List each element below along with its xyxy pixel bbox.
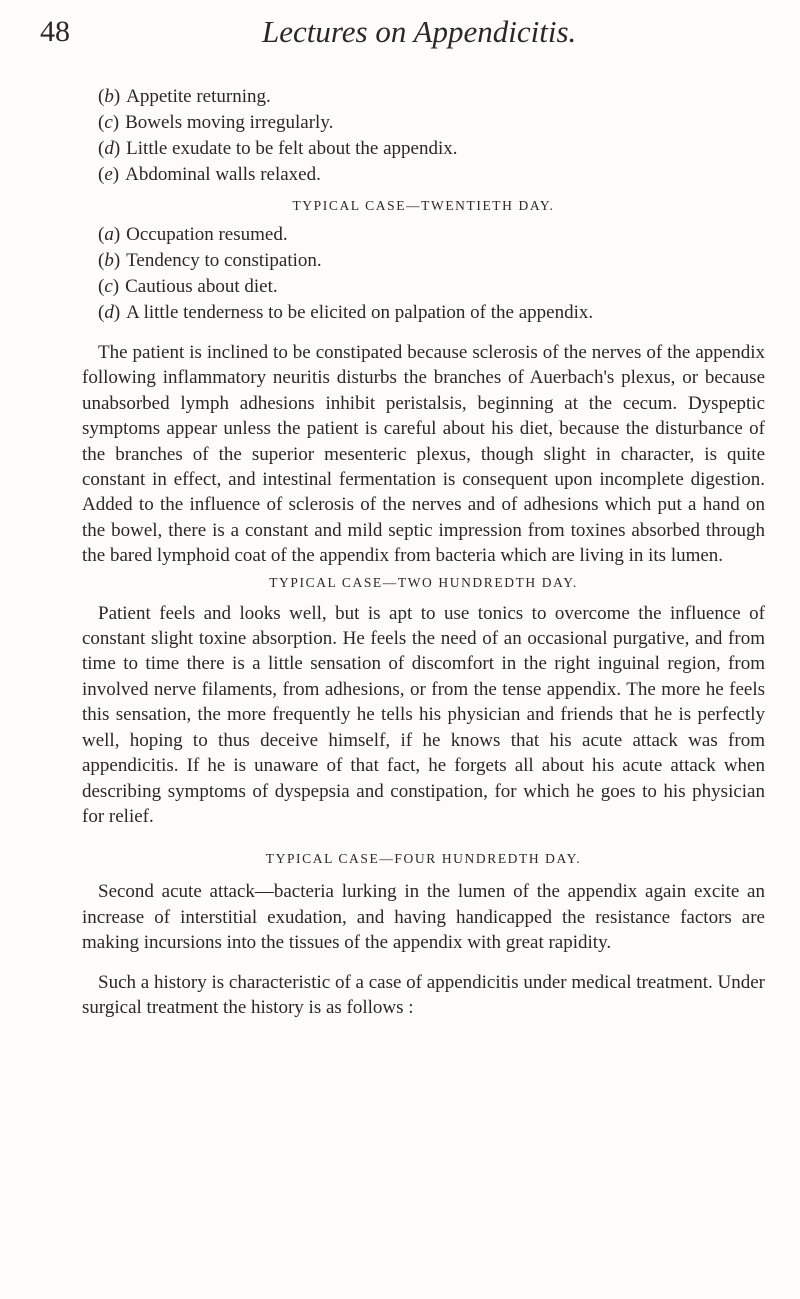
section-heading-twentieth-day: TYPICAL CASE—TWENTIETH DAY.	[292, 198, 555, 213]
page-body	[82, 84, 765, 1020]
paragraph-two-hundredth-day: Patient feels and looks well, but is apt to use tonics to overcome the influence of constant slight toxine absorption. He feels the need of an occasional purgative, and from time to time there is a little sensation of discomfort in the right inguinal region, from involved nerve filaments, from adhesions, or from the tense appendix. The more he feels this sensation, the more frequently he tells his physician and friends that he is perfectly well, hoping to thus deceive himself, if he knows that his acute attack was from appendicitis. If he is unaware of that fact, he forgets all about his acute attack when describing symptoms of dyspepsia and constipation, for which he goes to his physician for relief.	[82, 602, 765, 827]
list-twentieth-day	[82, 222, 765, 326]
list-item: (d) A little tenderness to be elicited on palpation of the appendix.	[98, 302, 594, 323]
running-head	[40, 12, 760, 52]
paragraph-four-hundredth-day: Second acute attack—bacteria lurking in the lumen of the appendix again excite an increase of interstitial exudation, and having handicapped the resistance factors are making incursions into the tissues of the appendix with great rapidity.	[82, 881, 765, 954]
page-number: 48	[40, 15, 70, 48]
section-heading-four-hundredth-day: TYPICAL CASE—FOUR HUNDREDTH DAY.	[265, 851, 582, 867]
paragraph-history: Such a history is characteristic of a case of appendicitis under medical treatment. Under surgical treatment the history is as follows :	[82, 971, 765, 1018]
section-heading-two-hundredth-day: TYPICAL CASE—TWO HUNDREDTH DAY.	[269, 574, 578, 590]
list-item: (c) Bowels moving irregularly.	[98, 112, 334, 133]
list-day-progress	[82, 84, 765, 188]
list-item: (b) Appetite returning.	[98, 86, 271, 107]
list-item: (e) Abdominal walls relaxed.	[98, 164, 321, 185]
list-item: (b) Tendency to constipation.	[98, 250, 322, 271]
list-item: (c) Cautious about diet.	[98, 276, 278, 297]
paragraph-constipation: The patient is inclined to be constipated because sclerosis of the nerves of the appendix following inflammatory neuritis disturbs the branches of Auerbach's plexus, or because unabsorbed lymph adhesions inhibit peristalsis, beginning at the cecum. Dyspeptic symptoms appear unless the patient is careful about his diet, because the disturbance of the branches of the superior mesenteric plexus, though slight in character, is quite constant in effect, and intestinal fermentation is consequent upon incomplete digestion. Added to the influence of sclerosis of the nerves and of adhesions which put a hand on the bowel, there is a constant and mild septic impression from toxines absorbed through the bared lymphoid coat of the appendix from bacteria which are living in its lumen.	[82, 342, 765, 567]
list-item: (a) Occupation resumed.	[98, 224, 288, 245]
running-title: Lectures on Appendicitis.	[262, 14, 577, 49]
list-item: (d) Little exudate to be felt about the appendix.	[98, 138, 458, 159]
